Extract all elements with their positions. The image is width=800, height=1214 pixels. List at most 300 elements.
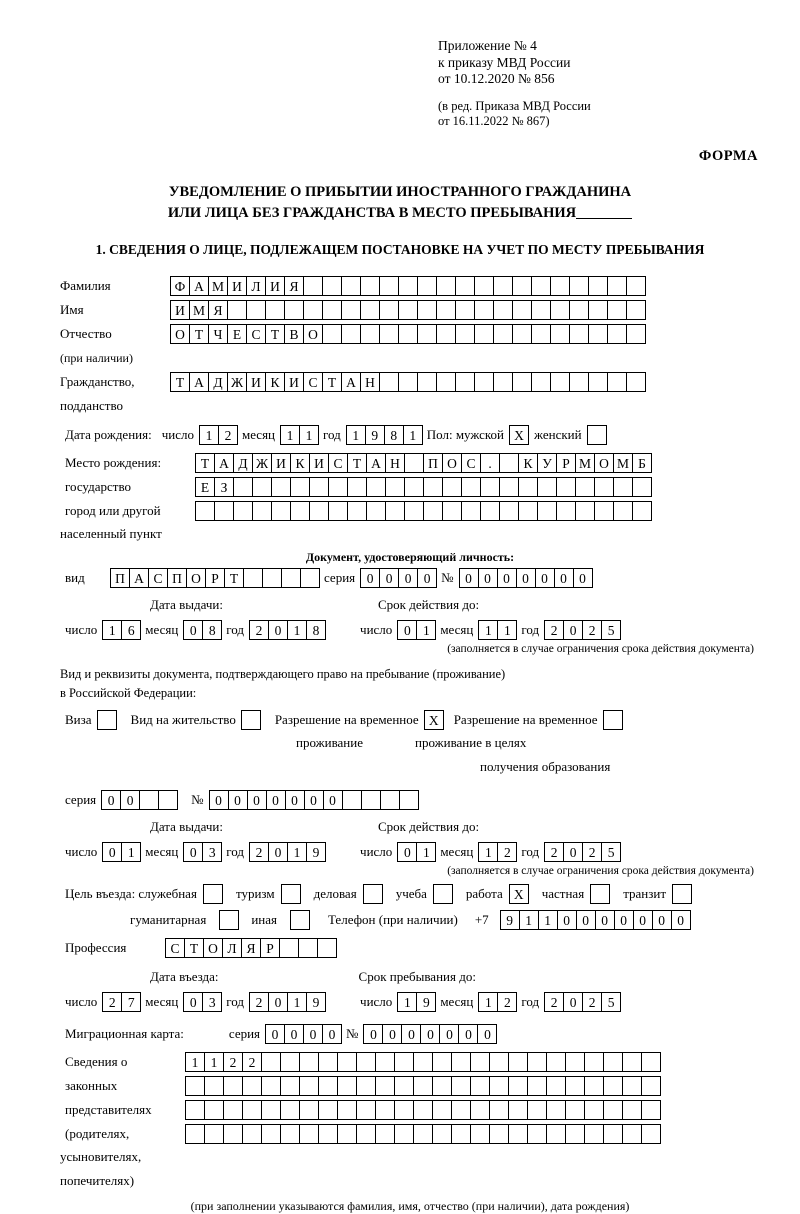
form-cell[interactable] [290, 477, 310, 497]
form-cell[interactable] [281, 568, 301, 588]
form-cell[interactable] [613, 477, 633, 497]
form-cell[interactable] [451, 1100, 471, 1120]
form-cell[interactable]: Н [360, 372, 380, 392]
form-cell[interactable] [489, 1076, 509, 1096]
form-cell[interactable]: А [129, 568, 149, 588]
checkbox-visa[interactable] [97, 710, 117, 730]
form-cell[interactable] [375, 1052, 395, 1072]
form-cell[interactable] [584, 1100, 604, 1120]
form-cell[interactable] [594, 501, 614, 521]
form-cell[interactable] [531, 324, 551, 344]
form-cell[interactable] [423, 501, 443, 521]
form-cell[interactable]: 9 [416, 992, 436, 1012]
form-cell[interactable] [550, 300, 570, 320]
form-cell[interactable]: 0 [557, 910, 577, 930]
form-cell[interactable] [622, 1124, 642, 1144]
birth-year-input[interactable] [346, 425, 422, 445]
perm-valid-month-input[interactable] [478, 842, 516, 862]
form-cell[interactable]: 0 [304, 790, 324, 810]
form-cell[interactable] [588, 324, 608, 344]
form-cell[interactable]: 2 [249, 842, 269, 862]
form-cell[interactable] [375, 1124, 395, 1144]
form-cell[interactable]: 0 [322, 1024, 342, 1044]
form-cell[interactable] [451, 1076, 471, 1096]
form-cell[interactable] [489, 1124, 509, 1144]
form-cell[interactable]: 1 [497, 620, 517, 640]
form-cell[interactable] [546, 1076, 566, 1096]
doc-series-input[interactable] [360, 568, 436, 588]
form-cell[interactable] [322, 324, 342, 344]
form-cell[interactable] [527, 1124, 547, 1144]
form-cell[interactable]: С [165, 938, 185, 958]
form-cell[interactable]: 3 [202, 842, 222, 862]
form-cell[interactable]: К [290, 453, 310, 473]
form-cell[interactable]: К [518, 453, 538, 473]
form-cell[interactable] [607, 276, 627, 296]
form-cell[interactable]: 0 [265, 1024, 285, 1044]
form-cell[interactable]: 1 [204, 1052, 224, 1072]
form-cell[interactable]: З [214, 477, 234, 497]
form-cell[interactable]: О [303, 324, 323, 344]
form-cell[interactable] [584, 1076, 604, 1096]
form-cell[interactable] [385, 501, 405, 521]
perm-issue-day-input[interactable] [102, 842, 140, 862]
form-cell[interactable]: 2 [497, 842, 517, 862]
form-cell[interactable] [575, 501, 595, 521]
form-cell[interactable] [261, 1076, 281, 1096]
form-cell[interactable] [280, 1052, 300, 1072]
form-cell[interactable]: 0 [268, 992, 288, 1012]
form-cell[interactable] [603, 1076, 623, 1096]
form-cell[interactable] [508, 1076, 528, 1096]
form-cell[interactable] [461, 501, 481, 521]
birthplace-state-input[interactable] [195, 453, 651, 473]
form-cell[interactable] [404, 477, 424, 497]
form-cell[interactable] [455, 372, 475, 392]
birth-month-input[interactable] [280, 425, 318, 445]
checkbox-residence[interactable] [241, 710, 261, 730]
form-cell[interactable]: 0 [576, 910, 596, 930]
form-cell[interactable] [569, 300, 589, 320]
form-cell[interactable]: Ж [252, 453, 272, 473]
form-cell[interactable] [607, 372, 627, 392]
form-cell[interactable]: Б [632, 453, 652, 473]
form-cell[interactable]: 0 [595, 910, 615, 930]
doc-valid-year-input[interactable] [544, 620, 620, 640]
form-cell[interactable] [394, 1100, 414, 1120]
form-cell[interactable] [309, 501, 329, 521]
form-cell[interactable]: 2 [544, 620, 564, 640]
form-cell[interactable]: 0 [573, 568, 593, 588]
form-cell[interactable]: К [265, 372, 285, 392]
form-cell[interactable]: Т [322, 372, 342, 392]
form-cell[interactable]: 0 [397, 620, 417, 640]
form-cell[interactable] [603, 1124, 623, 1144]
form-cell[interactable]: 0 [285, 790, 305, 810]
form-cell[interactable] [399, 790, 419, 810]
form-cell[interactable] [337, 1100, 357, 1120]
form-cell[interactable] [280, 1076, 300, 1096]
form-cell[interactable] [493, 372, 513, 392]
form-cell[interactable]: 1 [121, 842, 141, 862]
form-cell[interactable]: 0 [671, 910, 691, 930]
form-cell[interactable] [432, 1100, 452, 1120]
form-cell[interactable] [417, 300, 437, 320]
form-cell[interactable] [480, 477, 500, 497]
form-cell[interactable]: 1 [478, 992, 498, 1012]
form-cell[interactable]: С [246, 324, 266, 344]
form-cell[interactable] [318, 1076, 338, 1096]
form-cell[interactable] [404, 501, 424, 521]
form-cell[interactable]: 0 [652, 910, 672, 930]
form-cell[interactable] [499, 501, 519, 521]
form-cell[interactable]: П [167, 568, 187, 588]
form-cell[interactable]: 2 [102, 992, 122, 1012]
name-input[interactable] [170, 300, 645, 320]
form-cell[interactable] [223, 1076, 243, 1096]
form-cell[interactable]: Д [233, 453, 253, 473]
perm-number-input[interactable] [209, 790, 418, 810]
form-cell[interactable]: 0 [516, 568, 536, 588]
form-cell[interactable]: . [480, 453, 500, 473]
form-cell[interactable]: О [186, 568, 206, 588]
form-cell[interactable]: 0 [420, 1024, 440, 1044]
form-cell[interactable] [480, 501, 500, 521]
form-cell[interactable] [470, 1124, 490, 1144]
form-cell[interactable]: 0 [379, 568, 399, 588]
checkbox-purpose-tourism[interactable] [281, 884, 301, 904]
form-cell[interactable] [442, 477, 462, 497]
form-cell[interactable]: 0 [439, 1024, 459, 1044]
form-cell[interactable] [252, 477, 272, 497]
form-cell[interactable] [436, 300, 456, 320]
doc-kind-input[interactable] [110, 568, 319, 588]
form-cell[interactable] [641, 1124, 661, 1144]
form-cell[interactable]: 1 [403, 425, 423, 445]
form-cell[interactable]: 0 [360, 568, 380, 588]
form-cell[interactable] [508, 1100, 528, 1120]
form-cell[interactable]: 2 [582, 620, 602, 640]
form-cell[interactable] [569, 372, 589, 392]
form-cell[interactable]: 0 [417, 568, 437, 588]
form-cell[interactable] [356, 1124, 376, 1144]
form-cell[interactable] [394, 1124, 414, 1144]
form-cell[interactable] [299, 1076, 319, 1096]
form-cell[interactable] [379, 324, 399, 344]
form-cell[interactable]: О [594, 453, 614, 473]
form-cell[interactable] [594, 477, 614, 497]
form-cell[interactable] [470, 1052, 490, 1072]
form-cell[interactable]: 0 [458, 1024, 478, 1044]
form-cell[interactable] [337, 1124, 357, 1144]
form-cell[interactable]: 2 [582, 992, 602, 1012]
form-cell[interactable] [195, 501, 215, 521]
form-cell[interactable]: Ф [170, 276, 190, 296]
stay-month-input[interactable] [478, 992, 516, 1012]
form-cell[interactable] [185, 1076, 205, 1096]
profession-input[interactable] [165, 938, 336, 958]
form-cell[interactable]: 8 [306, 620, 326, 640]
checkbox-purpose-business[interactable] [363, 884, 383, 904]
form-cell[interactable] [508, 1124, 528, 1144]
form-cell[interactable] [641, 1100, 661, 1120]
form-cell[interactable]: 0 [398, 568, 418, 588]
form-cell[interactable]: 1 [416, 620, 436, 640]
form-cell[interactable]: 0 [614, 910, 634, 930]
form-cell[interactable] [204, 1100, 224, 1120]
form-cell[interactable] [622, 1076, 642, 1096]
checkbox-male[interactable]: X [509, 425, 529, 445]
form-cell[interactable] [214, 501, 234, 521]
form-cell[interactable]: Я [284, 276, 304, 296]
form-cell[interactable] [361, 790, 381, 810]
form-cell[interactable] [527, 1100, 547, 1120]
form-cell[interactable] [341, 300, 361, 320]
form-cell[interactable]: 2 [544, 992, 564, 1012]
legal-rep-input-1[interactable] [185, 1052, 660, 1072]
form-cell[interactable] [385, 477, 405, 497]
form-cell[interactable] [417, 276, 437, 296]
form-cell[interactable]: И [246, 372, 266, 392]
form-cell[interactable]: 0 [323, 790, 343, 810]
form-cell[interactable]: М [613, 453, 633, 473]
form-cell[interactable]: 0 [563, 992, 583, 1012]
form-cell[interactable] [531, 276, 551, 296]
form-cell[interactable] [379, 300, 399, 320]
form-cell[interactable]: С [303, 372, 323, 392]
form-cell[interactable]: 0 [478, 568, 498, 588]
form-cell[interactable] [432, 1052, 452, 1072]
form-cell[interactable] [607, 300, 627, 320]
mig-number-input[interactable] [363, 1024, 496, 1044]
form-cell[interactable]: Ч [208, 324, 228, 344]
form-cell[interactable]: А [341, 372, 361, 392]
form-cell[interactable] [556, 477, 576, 497]
form-cell[interactable] [613, 501, 633, 521]
checkbox-purpose-other[interactable] [290, 910, 310, 930]
form-cell[interactable] [489, 1100, 509, 1120]
form-cell[interactable]: 1 [538, 910, 558, 930]
form-cell[interactable] [242, 1100, 262, 1120]
surname-input[interactable] [170, 276, 645, 296]
form-cell[interactable] [455, 324, 475, 344]
form-cell[interactable] [632, 501, 652, 521]
form-cell[interactable]: 5 [601, 842, 621, 862]
form-cell[interactable] [398, 324, 418, 344]
form-cell[interactable]: 1 [102, 620, 122, 640]
form-cell[interactable]: Я [208, 300, 228, 320]
form-cell[interactable] [337, 1052, 357, 1072]
form-cell[interactable]: У [537, 453, 557, 473]
form-cell[interactable] [626, 276, 646, 296]
form-cell[interactable]: Т [184, 938, 204, 958]
perm-issue-month-input[interactable] [183, 842, 221, 862]
legal-rep-input-3[interactable] [185, 1100, 660, 1120]
form-cell[interactable]: О [203, 938, 223, 958]
form-cell[interactable] [417, 324, 437, 344]
form-cell[interactable] [299, 1100, 319, 1120]
form-cell[interactable]: А [214, 453, 234, 473]
form-cell[interactable] [565, 1124, 585, 1144]
form-cell[interactable]: 3 [202, 992, 222, 1012]
legal-rep-input-4[interactable] [185, 1124, 660, 1144]
form-cell[interactable] [474, 372, 494, 392]
form-cell[interactable]: 0 [247, 790, 267, 810]
mig-series-input[interactable] [265, 1024, 341, 1044]
entry-day-input[interactable] [102, 992, 140, 1012]
patronymic-input[interactable] [170, 324, 645, 344]
form-cell[interactable]: 5 [601, 620, 621, 640]
form-cell[interactable] [413, 1100, 433, 1120]
form-cell[interactable] [474, 324, 494, 344]
form-cell[interactable]: Т [265, 324, 285, 344]
form-cell[interactable] [451, 1124, 471, 1144]
form-cell[interactable]: И [170, 300, 190, 320]
perm-valid-day-input[interactable] [397, 842, 435, 862]
form-cell[interactable] [233, 501, 253, 521]
form-cell[interactable] [318, 1124, 338, 1144]
form-cell[interactable]: 0 [303, 1024, 323, 1044]
birthplace-city-input-2[interactable] [195, 501, 651, 521]
citizenship-input[interactable] [170, 372, 645, 392]
form-cell[interactable] [603, 1100, 623, 1120]
form-cell[interactable] [341, 324, 361, 344]
form-cell[interactable]: П [423, 453, 443, 473]
form-cell[interactable] [322, 276, 342, 296]
form-cell[interactable]: 5 [601, 992, 621, 1012]
form-cell[interactable]: Р [205, 568, 225, 588]
form-cell[interactable] [328, 477, 348, 497]
form-cell[interactable]: 0 [382, 1024, 402, 1044]
form-cell[interactable] [280, 1124, 300, 1144]
form-cell[interactable] [366, 477, 386, 497]
form-cell[interactable] [626, 324, 646, 344]
form-cell[interactable] [261, 1052, 281, 1072]
form-cell[interactable] [280, 1100, 300, 1120]
form-cell[interactable] [470, 1100, 490, 1120]
form-cell[interactable] [436, 372, 456, 392]
doc-valid-month-input[interactable] [478, 620, 516, 640]
form-cell[interactable] [622, 1052, 642, 1072]
phone-input[interactable] [500, 910, 690, 930]
form-cell[interactable] [508, 1052, 528, 1072]
form-cell[interactable] [518, 477, 538, 497]
form-cell[interactable] [512, 276, 532, 296]
form-cell[interactable] [569, 276, 589, 296]
form-cell[interactable] [603, 1052, 623, 1072]
form-cell[interactable] [360, 300, 380, 320]
form-cell[interactable] [242, 1124, 262, 1144]
form-cell[interactable]: 0 [268, 842, 288, 862]
perm-valid-year-input[interactable] [544, 842, 620, 862]
form-cell[interactable] [347, 477, 367, 497]
form-cell[interactable] [398, 372, 418, 392]
form-cell[interactable]: 0 [563, 842, 583, 862]
form-cell[interactable] [626, 372, 646, 392]
form-cell[interactable] [436, 324, 456, 344]
checkbox-female[interactable] [587, 425, 607, 445]
form-cell[interactable]: 1 [287, 992, 307, 1012]
form-cell[interactable] [366, 501, 386, 521]
form-cell[interactable]: Т [195, 453, 215, 473]
form-cell[interactable] [584, 1124, 604, 1144]
form-cell[interactable] [575, 477, 595, 497]
form-cell[interactable]: 1 [287, 842, 307, 862]
form-cell[interactable] [284, 300, 304, 320]
form-cell[interactable]: Е [227, 324, 247, 344]
form-cell[interactable] [489, 1052, 509, 1072]
form-cell[interactable] [309, 477, 329, 497]
form-cell[interactable] [328, 501, 348, 521]
form-cell[interactable]: И [265, 276, 285, 296]
form-cell[interactable]: 2 [249, 620, 269, 640]
form-cell[interactable] [565, 1076, 585, 1096]
form-cell[interactable] [588, 276, 608, 296]
form-cell[interactable] [347, 501, 367, 521]
form-cell[interactable]: М [208, 276, 228, 296]
form-cell[interactable] [607, 324, 627, 344]
perm-series-input[interactable] [101, 790, 177, 810]
form-cell[interactable]: 0 [268, 620, 288, 640]
form-cell[interactable]: С [148, 568, 168, 588]
form-cell[interactable] [242, 1076, 262, 1096]
stay-day-input[interactable] [397, 992, 435, 1012]
form-cell[interactable] [584, 1052, 604, 1072]
form-cell[interactable] [470, 1076, 490, 1096]
form-cell[interactable] [569, 324, 589, 344]
form-cell[interactable]: 0 [209, 790, 229, 810]
form-cell[interactable]: 2 [249, 992, 269, 1012]
form-cell[interactable] [290, 501, 310, 521]
form-cell[interactable] [299, 1052, 319, 1072]
form-cell[interactable]: 9 [306, 992, 326, 1012]
form-cell[interactable] [356, 1076, 376, 1096]
form-cell[interactable] [404, 453, 424, 473]
form-cell[interactable] [423, 477, 443, 497]
form-cell[interactable]: 0 [101, 790, 121, 810]
form-cell[interactable]: И [309, 453, 329, 473]
form-cell[interactable]: П [110, 568, 130, 588]
form-cell[interactable] [413, 1076, 433, 1096]
form-cell[interactable] [223, 1124, 243, 1144]
form-cell[interactable] [279, 938, 299, 958]
form-cell[interactable] [493, 300, 513, 320]
checkbox-purpose-humanitarian[interactable] [219, 910, 239, 930]
doc-issue-day-input[interactable] [102, 620, 140, 640]
form-cell[interactable]: 0 [102, 842, 122, 862]
form-cell[interactable]: Н [385, 453, 405, 473]
form-cell[interactable] [493, 276, 513, 296]
form-cell[interactable]: 1 [478, 620, 498, 640]
form-cell[interactable] [271, 477, 291, 497]
form-cell[interactable]: Д [208, 372, 228, 392]
form-cell[interactable] [413, 1052, 433, 1072]
form-cell[interactable]: Т [170, 372, 190, 392]
form-cell[interactable]: 0 [633, 910, 653, 930]
form-cell[interactable] [455, 300, 475, 320]
form-cell[interactable]: О [442, 453, 462, 473]
checkbox-purpose-transit[interactable] [672, 884, 692, 904]
form-cell[interactable] [512, 300, 532, 320]
form-cell[interactable] [227, 300, 247, 320]
form-cell[interactable] [265, 300, 285, 320]
form-cell[interactable]: 1 [185, 1052, 205, 1072]
form-cell[interactable] [527, 1076, 547, 1096]
form-cell[interactable] [394, 1052, 414, 1072]
form-cell[interactable]: О [170, 324, 190, 344]
form-cell[interactable] [588, 300, 608, 320]
form-cell[interactable] [546, 1124, 566, 1144]
